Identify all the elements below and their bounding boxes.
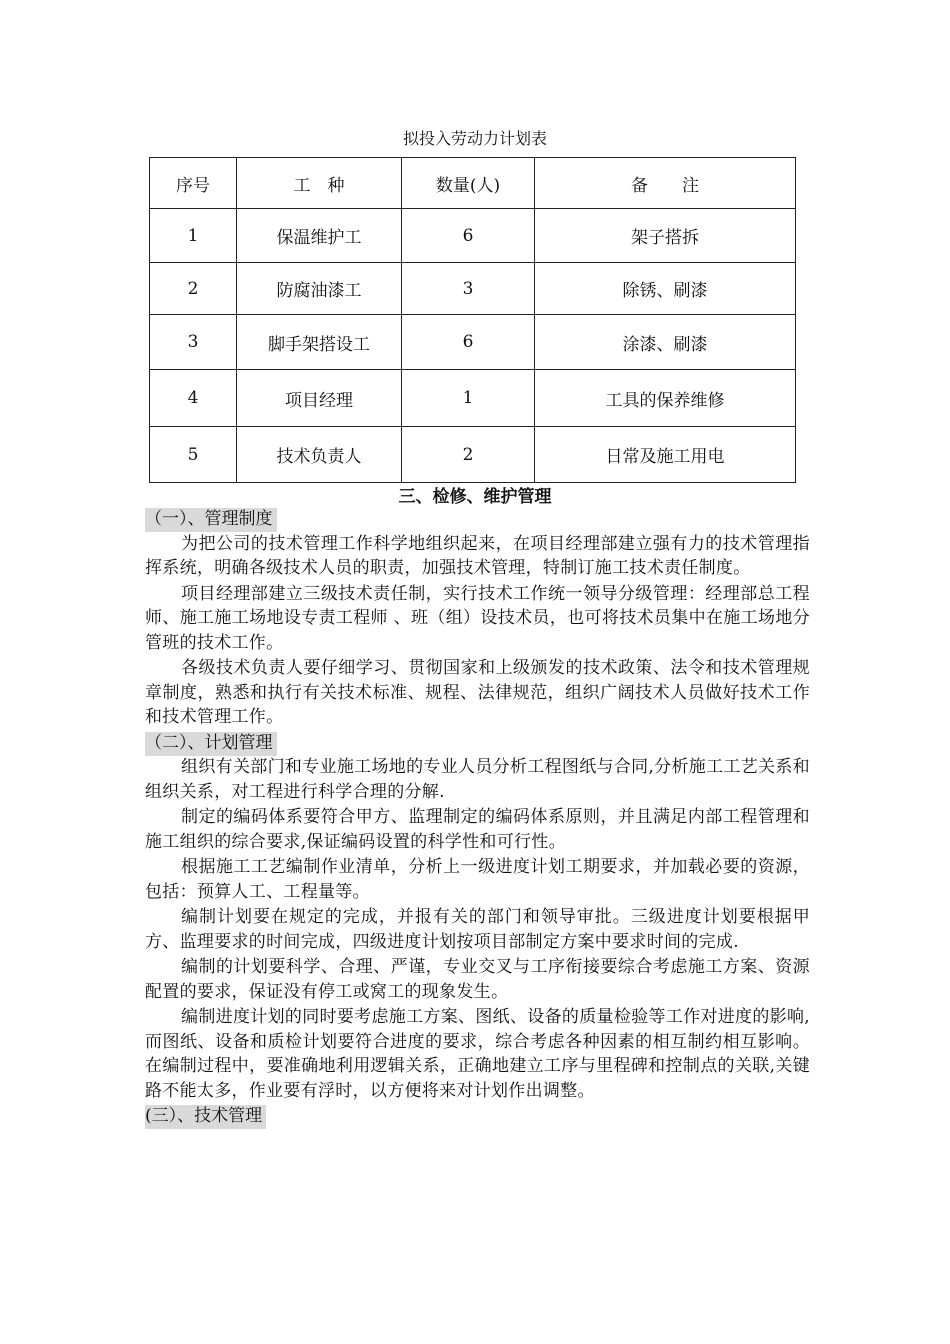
cell-index: 2 [150,263,237,315]
paragraph: 编制的计划要科学、合理、严谨，专业交叉与工序衔接要综合考虑施工方案、资源配置的要求，保证没有停工或窝工的现象发生。 [145,957,810,1002]
paragraph: 项目经理部建立三级技术责任制，实行技术工作统一领导分级管理：经理部总工程师、施工施工场地设专责工程师 、班（组）设技术员，也可将技术员集中在施工场地分管班的技术工作。 [145,583,810,653]
table-title: 拟投入劳动力计划表 [402,129,547,148]
cell-quantity: 6 [402,209,535,263]
cell-trade: 技术负责人 [237,427,402,483]
paragraph: 为把公司的技术管理工作科学地组织起来，在项目经理部建立强有力的技术管理指挥系统，明确各级技术人员的职责，加强技术管理，特制订施工技术责任制度。 [145,533,810,578]
cell-remarks: 除锈、刷漆 [535,263,796,315]
cell-index: 5 [150,427,237,483]
subsection-heading: (三）、技术管理 [145,1105,266,1129]
cell-quantity: 3 [402,263,535,315]
paragraph: 编制计划要在规定的完成，并报有关的部门和领导审批。三级进度计划要根据甲方、监理要求的时间完成，四级进度计划按项目部制定方案中要求时间的完成. [145,907,810,952]
labor-plan-table [149,157,796,483]
table-row [150,263,796,315]
subsection-heading: （二）、计划管理 [145,732,277,756]
table-row [150,370,796,427]
section-title: 三、检修、维护管理 [398,487,552,507]
header-remarks: 备 注 [535,158,796,209]
table-row [150,315,796,370]
cell-remarks: 工具的保养维修 [535,370,796,427]
cell-trade: 保温维护工 [237,209,402,263]
paragraph: 各级技术负责人要仔细学习、贯彻国家和上级颁发的技术政策、法令和技术管理规章制度，熟悉和执行有关技术标准、规程、法律规范，组织广阔技术人员做好技术工作和技术管理工作。 [145,658,810,727]
paragraph: 编制进度计划的同时要考虑施工方案、图纸、设备的质量检验等工作对进度的影响,而图纸、设备和质检计划要符合进度的要求，综合考虑各种因素的相互制约相互影响。在编制过程中，要准确地利用逻辑关系，正确地建立工序与里程碑和控制点的关联,关键路不能太多，作业要有浮时，以方便将来对计划作出调整。 [145,1007,810,1101]
cell-index: 4 [150,370,237,427]
paragraph: 根据施工工艺编制作业清单，分析上一级进度计划工期要求，并加载必要的资源，包括：预算人工、工程量等。 [145,857,810,902]
cell-index: 3 [150,315,237,370]
cell-remarks: 架子搭拆 [535,209,796,263]
header-trade: 工 种 [237,158,402,209]
table-row [150,427,796,483]
cell-quantity: 6 [402,315,535,370]
paragraph: 制定的编码体系要符合甲方、监理制定的编码体系原则，并且满足内部工程管理和施工组织的综合要求,保证编码设置的科学性和可行性。 [145,807,810,852]
table-row [150,209,796,263]
table-header-row [150,158,796,209]
paragraph: 组织有关部门和专业施工场地的专业人员分析工程图纸与合同,分析施工工艺关系和组织关系，对工程进行科学合理的分解. [145,757,810,802]
document-body [145,507,810,1129]
cell-trade: 项目经理 [237,370,402,427]
cell-quantity: 1 [402,370,535,427]
cell-trade: 脚手架搭设工 [237,315,402,370]
cell-remarks: 涂漆、刷漆 [535,315,796,370]
cell-remarks: 日常及施工用电 [535,427,796,483]
cell-trade: 防腐油漆工 [237,263,402,315]
cell-quantity: 2 [402,427,535,483]
subsection-heading: （一）、管理制度 [145,508,277,532]
header-quantity: 数量(人) [402,158,535,209]
header-index: 序号 [150,158,237,209]
cell-index: 1 [150,209,237,263]
